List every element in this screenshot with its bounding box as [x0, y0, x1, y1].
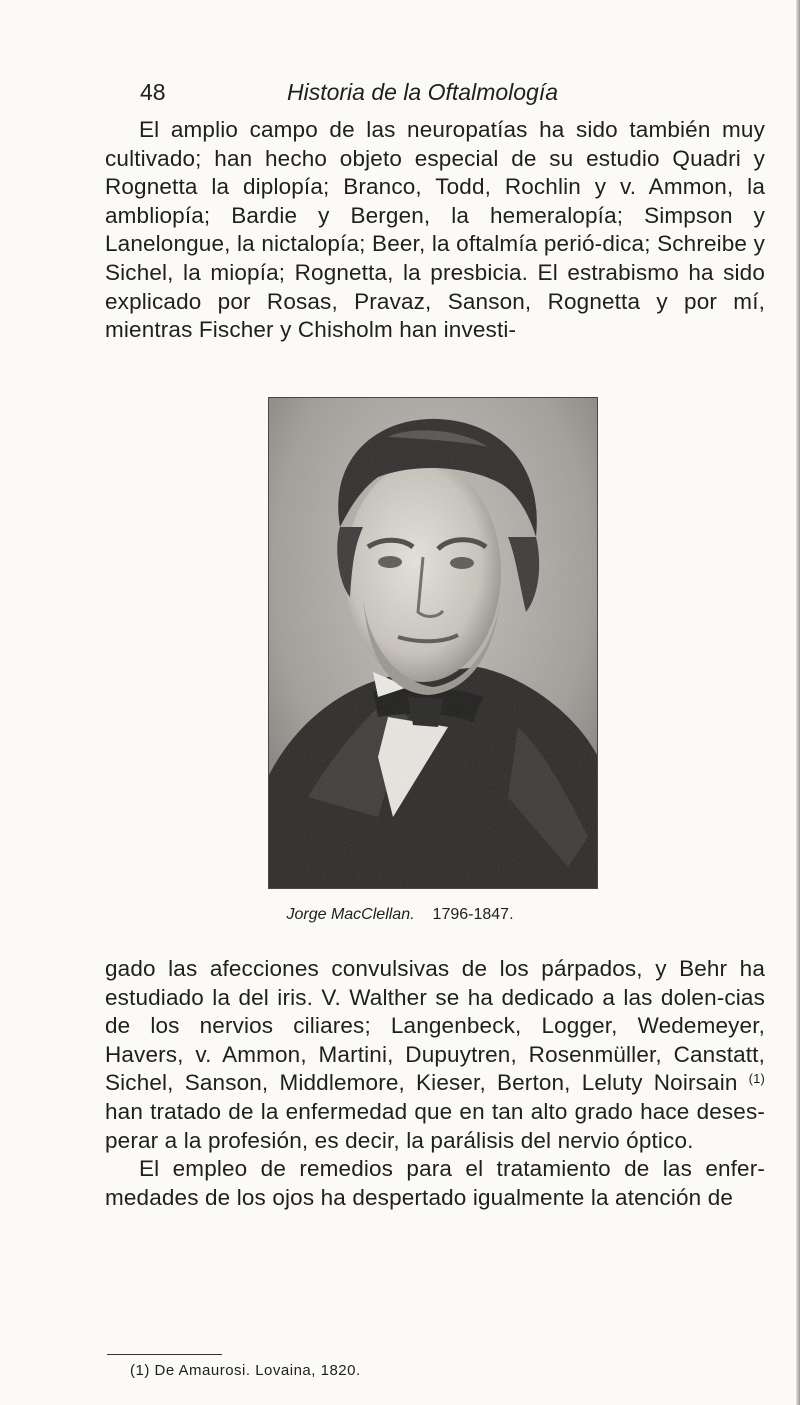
page-edge: [796, 0, 800, 1405]
footnote-reference: (1): [748, 1071, 765, 1087]
running-header: [140, 79, 660, 113]
footnote-text: De Amaurosi. Lovaina, 1820.: [154, 1362, 361, 1379]
figure-caption: [0, 906, 800, 924]
paragraph: El empleo de remedios para el tratamiento de las enfer-medades de los ojos ha despertado igualmente la atención de: [105, 1156, 765, 1210]
body-text-top: [105, 116, 765, 345]
caption-name: Jorge MacClellan.: [286, 906, 415, 923]
running-title: Historia de la Oftalmología: [287, 79, 559, 105]
portrait-photograph: [268, 397, 598, 889]
paragraph-part: gado las afecciones convulsivas de los párpados, y Behr ha estudiado la del iris. V. Walther se ha dedicado a las dolen-cias de los nervios ciliares; Langenbeck, Logger, Wedemeyer, Havers, v. Ammon, Martini, Dupuytren, Rosenmüller, Canstatt, Sichel, Sanson, Middlemore, Kieser, Berton, Leluty Noirsain: [105, 956, 765, 1096]
footnote: [130, 1362, 361, 1379]
paragraph-part: han tratado de la enfermedad que en tan alto grado hace deses-perar a la profesión, es decir, la parálisis del nervio óptico.: [105, 1098, 765, 1153]
page-number: 48: [140, 79, 166, 105]
paragraph: El amplio campo de las neuropatías ha sido también muy cultivado; han hecho objeto especial de su estudio Quadri y Rognetta la diplopía; Branco, Todd, Rochlin y v. Ammon, la ambliopía; Bardie y Bergen, la hemeralopía; Simpson y Lanelongue, la nictalopía; Beer, la oftalmía perió-dica; Schreibe y Sichel, la miopía; Rognetta, la presbicia. El estrabismo ha sido explicado por Rosas, Pravaz, Sanson, Rognetta y por mí, mientras Fischer y Chisholm han investi-: [105, 117, 765, 343]
paragraph: [105, 955, 765, 1155]
footnote-rule: [107, 1354, 222, 1355]
body-text-bottom: [105, 955, 765, 1212]
caption-dates: 1796-1847.: [432, 906, 514, 923]
footnote-marker: (1): [130, 1362, 150, 1379]
